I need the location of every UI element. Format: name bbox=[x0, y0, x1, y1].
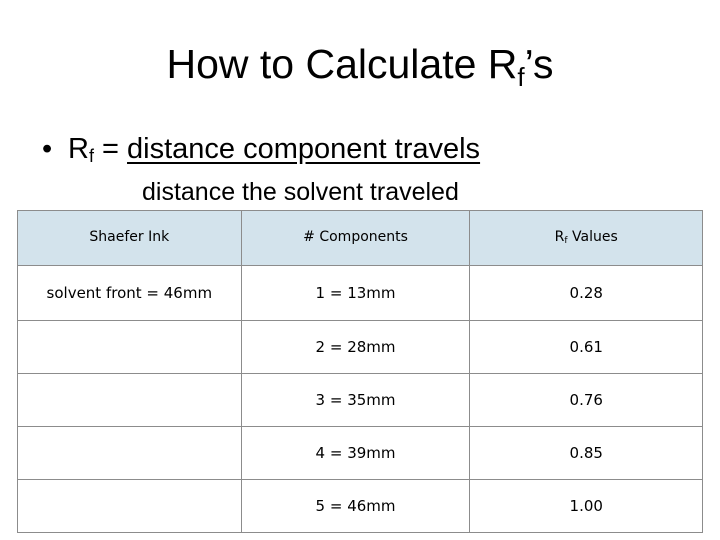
rf-values-table bbox=[17, 210, 703, 533]
header-rf-main: R bbox=[554, 229, 565, 245]
formula-equals: = bbox=[93, 133, 128, 165]
slide-title-tail: ’s bbox=[524, 41, 554, 87]
bullet-point: • bbox=[42, 133, 53, 165]
cell-component: 1 = 13mm bbox=[241, 266, 470, 321]
table-row bbox=[18, 266, 703, 321]
cell-rf: 0.76 bbox=[470, 374, 703, 427]
cell-sample bbox=[18, 374, 242, 427]
cell-sample bbox=[18, 321, 242, 374]
table-row bbox=[18, 374, 703, 427]
slide-title-main: How to Calculate R bbox=[166, 41, 518, 87]
table-header-row bbox=[18, 211, 703, 266]
header-rf-values bbox=[470, 211, 703, 266]
formula-lhs: R bbox=[68, 133, 89, 165]
header-rf-tail: Values bbox=[567, 229, 618, 245]
formula-line bbox=[42, 133, 480, 166]
cell-component: 3 = 35mm bbox=[241, 374, 470, 427]
cell-component: 5 = 46mm bbox=[241, 480, 470, 533]
table-row bbox=[18, 321, 703, 374]
cell-sample bbox=[18, 480, 242, 533]
formula-lhs-subscript: f bbox=[88, 146, 94, 166]
cell-rf: 0.61 bbox=[470, 321, 703, 374]
table-row bbox=[18, 427, 703, 480]
slide-title-subscript: f bbox=[517, 62, 525, 92]
cell-component: 4 = 39mm bbox=[241, 427, 470, 480]
formula-numerator: distance component travels bbox=[127, 133, 481, 165]
cell-rf: 0.85 bbox=[470, 427, 703, 480]
header-rf-subscript: f bbox=[564, 236, 568, 246]
cell-sample bbox=[18, 427, 242, 480]
formula-denominator: distance the solvent traveled bbox=[142, 178, 459, 206]
cell-sample: solvent front = 46mm bbox=[18, 266, 242, 321]
header-components: # Components bbox=[241, 211, 470, 266]
slide-title bbox=[0, 41, 720, 92]
cell-rf: 0.28 bbox=[470, 266, 703, 321]
table-row bbox=[18, 480, 703, 533]
header-sample: Shaefer Ink bbox=[18, 211, 242, 266]
cell-component: 2 = 28mm bbox=[241, 321, 470, 374]
cell-rf: 1.00 bbox=[470, 480, 703, 533]
